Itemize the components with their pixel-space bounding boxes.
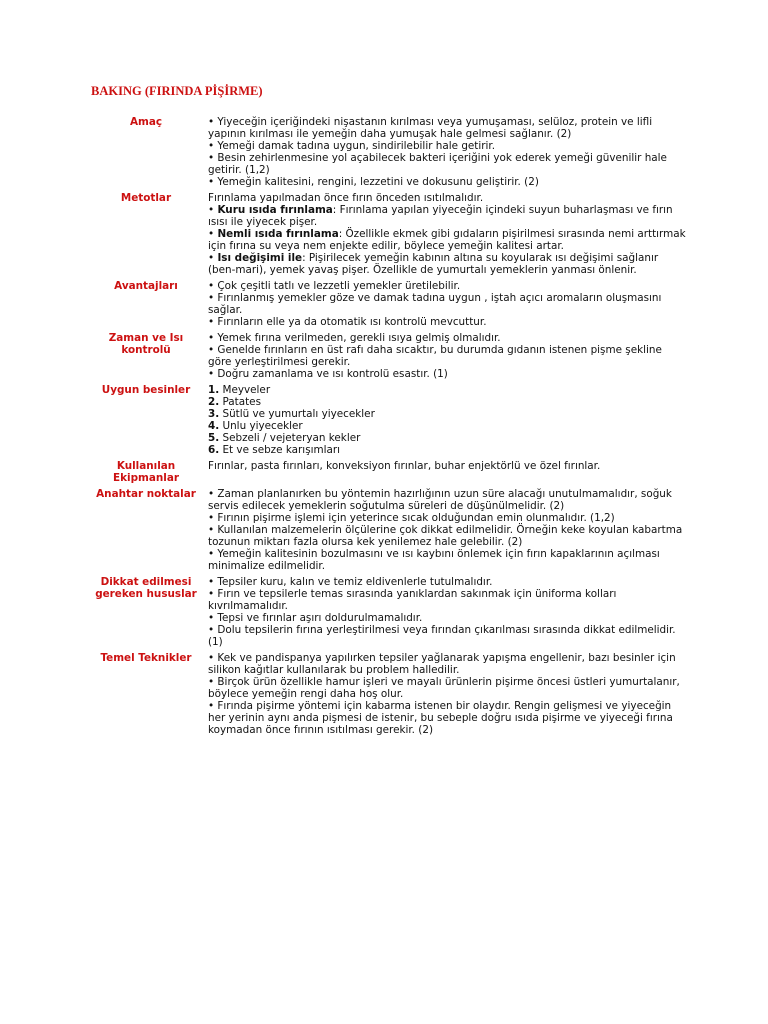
text-segment: Sütlü ve yumurtalı yiyecekler bbox=[219, 408, 375, 420]
bold-term: Isı değişimi ile bbox=[217, 252, 303, 264]
section-label: Avantajları bbox=[114, 280, 178, 292]
text-segment: • Kek ve pandispanya yapılırken tepsiler yağlanarak yapışma engellenir, bazı besinler için silikon kağıtlar kullanılarak bu problem halledilir. bbox=[208, 652, 676, 676]
section-line bbox=[208, 204, 688, 228]
page-title: BAKING (FIRINDA PİŞİRME) bbox=[91, 84, 263, 98]
section-body bbox=[208, 384, 688, 456]
section-row bbox=[88, 192, 688, 276]
section-line bbox=[208, 292, 688, 316]
document-sections bbox=[88, 116, 688, 740]
section-row bbox=[88, 488, 688, 572]
bold-term: 4. bbox=[208, 420, 220, 432]
section-line bbox=[208, 652, 688, 676]
section-line bbox=[208, 316, 688, 328]
text-segment: • bbox=[208, 228, 218, 240]
bold-term: Kuru ısıda fırınlama bbox=[217, 204, 333, 216]
section-label: Metotlar bbox=[120, 192, 172, 204]
section-line bbox=[208, 676, 688, 700]
section-line bbox=[208, 512, 688, 524]
text-segment: • Yemeğin kalitesini, rengini, lezzetini ve dokusunu geliştirir. (2) bbox=[208, 176, 539, 188]
section-body bbox=[208, 576, 688, 648]
section-body bbox=[208, 332, 688, 380]
section-row bbox=[88, 460, 688, 484]
text-segment: • Besin zehirlenmesine yol açabilecek bakteri içeriğini yok ederek yemeği güvenilir hale getirir. (1,2) bbox=[208, 152, 667, 176]
section-line bbox=[208, 140, 688, 152]
text-segment: • Tepsi ve fırınlar aşırı doldurulmamalıdır. bbox=[208, 612, 423, 624]
section-row bbox=[88, 652, 688, 736]
text-segment: Unlu yiyecekler bbox=[219, 420, 303, 432]
text-segment: • Yemeğin kalitesinin bozulmasını ve ısı kaybını önlemek için fırın kapaklarının açılması minimalize edilmelidir. bbox=[208, 548, 660, 572]
text-segment: • bbox=[208, 252, 218, 264]
section-line bbox=[208, 488, 688, 512]
text-segment: Meyveler bbox=[219, 384, 271, 396]
section-line bbox=[208, 612, 688, 624]
text-segment: • Zaman planlanırken bu yöntemin hazırlığının uzun süre alacağı unutulmamalıdır, soğuk servis edilecek yemeklerin soğutulma süreleri de düşünülmelidir. (2) bbox=[208, 488, 672, 512]
text-segment: Patates bbox=[219, 396, 261, 408]
section-label: Anahtar noktalar bbox=[96, 488, 196, 500]
section-row bbox=[88, 280, 688, 328]
section-line bbox=[208, 228, 688, 252]
section-row bbox=[88, 384, 688, 456]
text-segment: • Tepsiler kuru, kalın ve temiz eldivenlerle tutulmalıdır. bbox=[208, 576, 493, 588]
text-segment: • Genelde fırınların en üst rafı daha sıcaktır, bu durumda gıdanın istenen pişme şekline göre yerleştirilmesi gerekir. bbox=[208, 344, 662, 368]
section-label: Zaman ve Isı kontrolü bbox=[108, 332, 184, 356]
section-body bbox=[208, 192, 688, 276]
section-line bbox=[208, 384, 688, 396]
text-segment: • Yemeği damak tadına uygun, sindirilebilir hale getirir. bbox=[208, 140, 496, 152]
section-body bbox=[208, 488, 688, 572]
section-line bbox=[208, 420, 688, 432]
section-line bbox=[208, 252, 688, 276]
section-line bbox=[208, 588, 688, 612]
section-line bbox=[208, 344, 688, 368]
section-line bbox=[208, 432, 688, 444]
section-body bbox=[208, 460, 688, 472]
text-segment: • Fırının pişirme işlemi için yeterince sıcak olduğundan emin olunmalıdır. (1,2) bbox=[208, 512, 615, 524]
section-line bbox=[208, 700, 688, 736]
text-segment: : Pişirilecek yemeğin kabının altına su koyularak ısı değişimi sağlanır (ben-mari), yemek yavaş pişer. Özellikle de yumurtalı yemeklerin yanması önlenir. bbox=[208, 252, 659, 276]
text-segment: • Yiyeceğin içeriğindeki nişastanın kırılması veya yumuşaması, selüloz, protein ve lifli yapının kırılması ile yemeğin daha yumuşak hale gelmesi sağlanır. (2) bbox=[208, 116, 653, 140]
text-segment: Fırınlar, pasta fırınları, konveksiyon fırınlar, buhar enjektörlü ve özel fırınlar. bbox=[208, 460, 601, 472]
section-body bbox=[208, 280, 688, 328]
section-body bbox=[208, 652, 688, 736]
bold-term: Nemli ısıda fırınlama bbox=[217, 228, 339, 240]
text-segment: • Fırınlanmış yemekler göze ve damak tadına uygun , iştah açıcı aromaların oluşmasını sağlar. bbox=[208, 292, 662, 316]
text-segment: Fırınlama yapılmadan önce fırın önceden ısıtılmalıdır. bbox=[208, 192, 484, 204]
section-label: Amaç bbox=[129, 116, 163, 128]
bold-term: 6. bbox=[208, 444, 220, 456]
text-segment: : Özellikle ekmek gibi gıdaların pişirilmesi sırasında nemi arttırmak için fırına su veya nem enjekte edilir, böylece yemeğin kalitesi artar. bbox=[208, 228, 686, 252]
section-body bbox=[208, 116, 688, 188]
text-segment: • Fırında pişirme yöntemi için kabarma istenen bir olaydır. Rengin gelişmesi ve yiyeceğin her yerinin aynı anda pişmesi de istenir, bu sebeple doğru ısıda pişirme ve yiyeceği fırına koymadan önce fırının ısıtılması gerekir. (2) bbox=[208, 700, 673, 736]
bold-term: 3. bbox=[208, 408, 220, 420]
text-segment: • Fırın ve tepsilerle temas sırasında yanıklardan sakınmak için üniforma kolları kıvrılmamalıdır. bbox=[208, 588, 617, 612]
section-label: Dikkat edilmesi gereken hususlar bbox=[95, 576, 197, 600]
section-line bbox=[208, 116, 688, 140]
section-line bbox=[208, 152, 688, 176]
section-line bbox=[208, 524, 688, 548]
section-line bbox=[208, 396, 688, 408]
text-segment: • Kullanılan malzemelerin ölçülerine çok dikkat edilmelidir. Örneğin keke koyulan kabartma tozunun miktarı fazla olursa kek yenilemez hale gelebilir. (2) bbox=[208, 524, 683, 548]
text-segment: Et ve sebze karışımları bbox=[219, 444, 341, 456]
section-line bbox=[208, 280, 688, 292]
text-segment: • Yemek fırına verilmeden, gerekli ısıya gelmiş olmalıdır. bbox=[208, 332, 501, 344]
section-line bbox=[208, 624, 688, 648]
section-line bbox=[208, 576, 688, 588]
bold-term: 1. bbox=[208, 384, 220, 396]
text-segment: • bbox=[208, 204, 218, 216]
section-line bbox=[208, 408, 688, 420]
text-segment: Sebzeli / vejeteryan kekler bbox=[219, 432, 361, 444]
section-line bbox=[208, 368, 688, 380]
bold-term: 5. bbox=[208, 432, 220, 444]
text-segment: : Fırınlama yapılan yiyeceğin içindeki suyun buharlaşması ve fırın ısısı ile yiyecek pişer. bbox=[208, 204, 673, 228]
section-line bbox=[208, 192, 688, 204]
section-line bbox=[208, 332, 688, 344]
text-segment: • Birçok ürün özellikle hamur işleri ve mayalı ürünlerin pişirme öncesi üstleri yumurtalanır, böylece yemeğin rengi daha hoş olur. bbox=[208, 676, 680, 700]
section-line bbox=[208, 444, 688, 456]
section-line bbox=[208, 548, 688, 572]
section-row bbox=[88, 332, 688, 380]
text-segment: • Dolu tepsilerin fırına yerleştirilmesi veya fırından çıkarılması sırasında dikkat edilmelidir. (1) bbox=[208, 624, 676, 648]
section-label: Temel Teknikler bbox=[100, 652, 192, 664]
section-label: Uygun besinler bbox=[101, 384, 191, 396]
section-label: Kullanılan Ekipmanlar bbox=[113, 460, 179, 484]
bold-term: 2. bbox=[208, 396, 220, 408]
text-segment: • Fırınların elle ya da otomatik ısı kontrolü mevcuttur. bbox=[208, 316, 487, 328]
text-segment: • Doğru zamanlama ve ısı kontrolü esastır. (1) bbox=[208, 368, 448, 380]
text-segment: • Çok çeşitli tatlı ve lezzetli yemekler üretilebilir. bbox=[208, 280, 461, 292]
section-row bbox=[88, 576, 688, 648]
section-line bbox=[208, 176, 688, 188]
section-row bbox=[88, 116, 688, 188]
section-line bbox=[208, 460, 688, 472]
